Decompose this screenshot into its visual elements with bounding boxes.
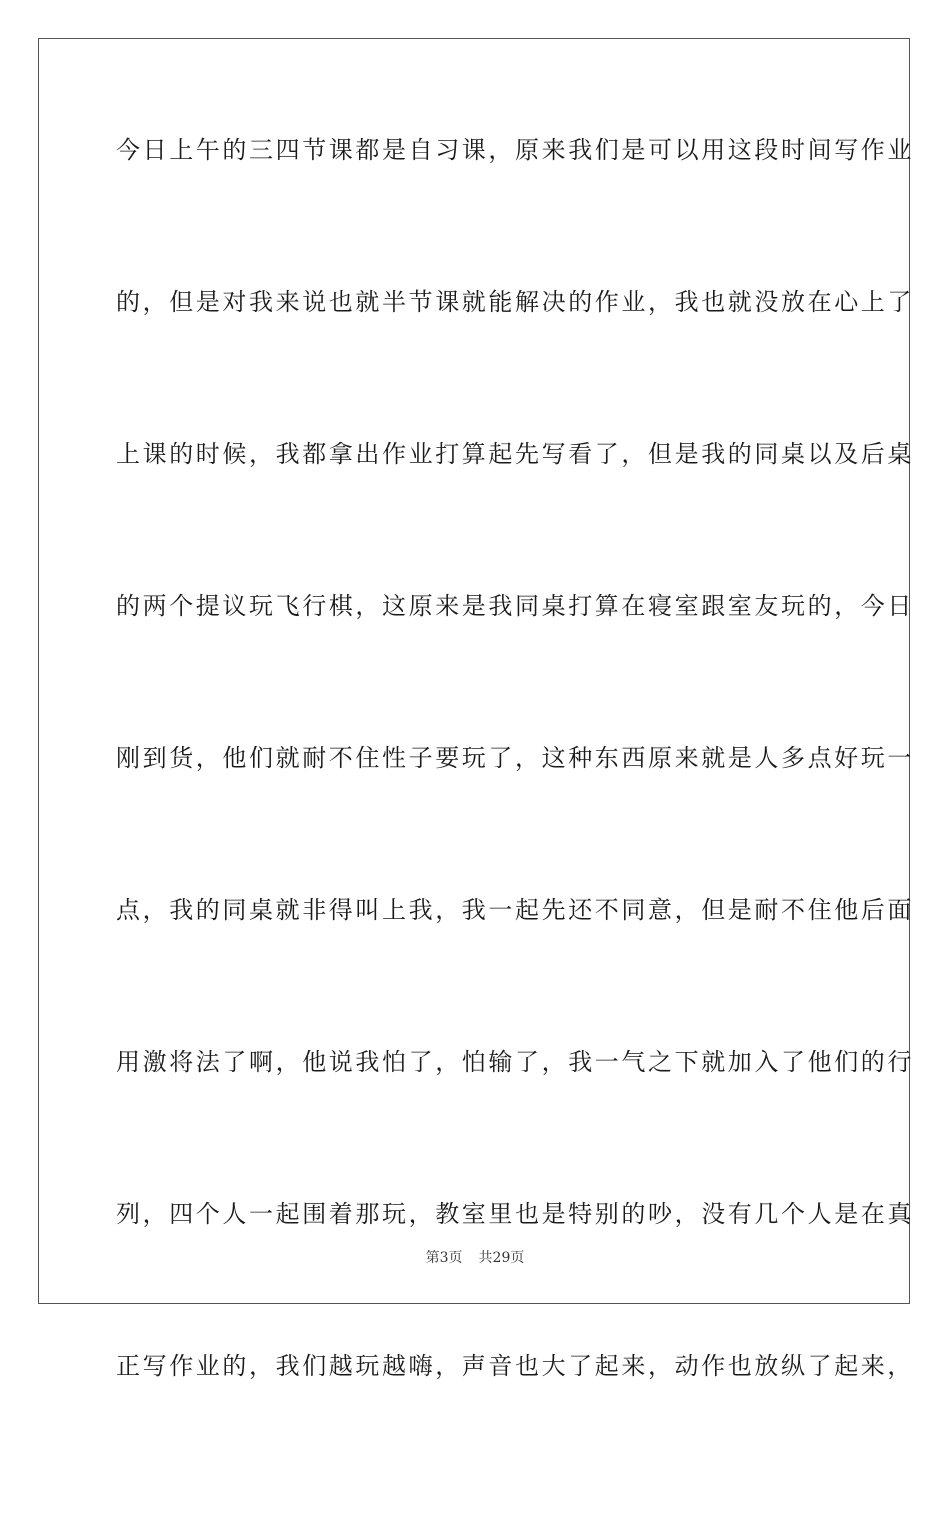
text-line-9: 正写作业的，我们越玩越嗨，声音也大了起来，动作也放纵了起来，	[116, 1352, 914, 1380]
page-footer	[0, 1247, 950, 1267]
text-line-2: 的，但是对我来说也就半节课就能解决的作业，我也就没放在心上了	[116, 288, 914, 316]
document-body	[116, 136, 914, 1518]
text-line-5: 刚到货，他们就耐不住性子要玩了，这种东西原来就是人多点好玩一	[116, 744, 914, 772]
page-number: 第3页	[425, 1250, 463, 1266]
text-line-8: 列，四个人一起围着那玩，教室里也是特别的吵，没有几个人是在真	[116, 1200, 914, 1228]
text-line-6: 点，我的同桌就非得叫上我，我一起先还不同意，但是耐不住他后面	[116, 896, 914, 924]
text-line-4: 的两个提议玩飞行棋，这原来是我同桌打算在寝室跟室友玩的，今日	[116, 592, 914, 620]
text-line-3: 上课的时候，我都拿出作业打算起先写看了，但是我的同桌以及后桌	[116, 440, 914, 468]
page-total: 共29页	[478, 1250, 525, 1266]
text-line-7: 用激将法了啊，他说我怕了，怕输了，我一气之下就加入了他们的行	[116, 1048, 914, 1076]
text-line-1: 今日上午的三四节课都是自习课，原来我们是可以用这段时间写作业	[116, 136, 914, 164]
